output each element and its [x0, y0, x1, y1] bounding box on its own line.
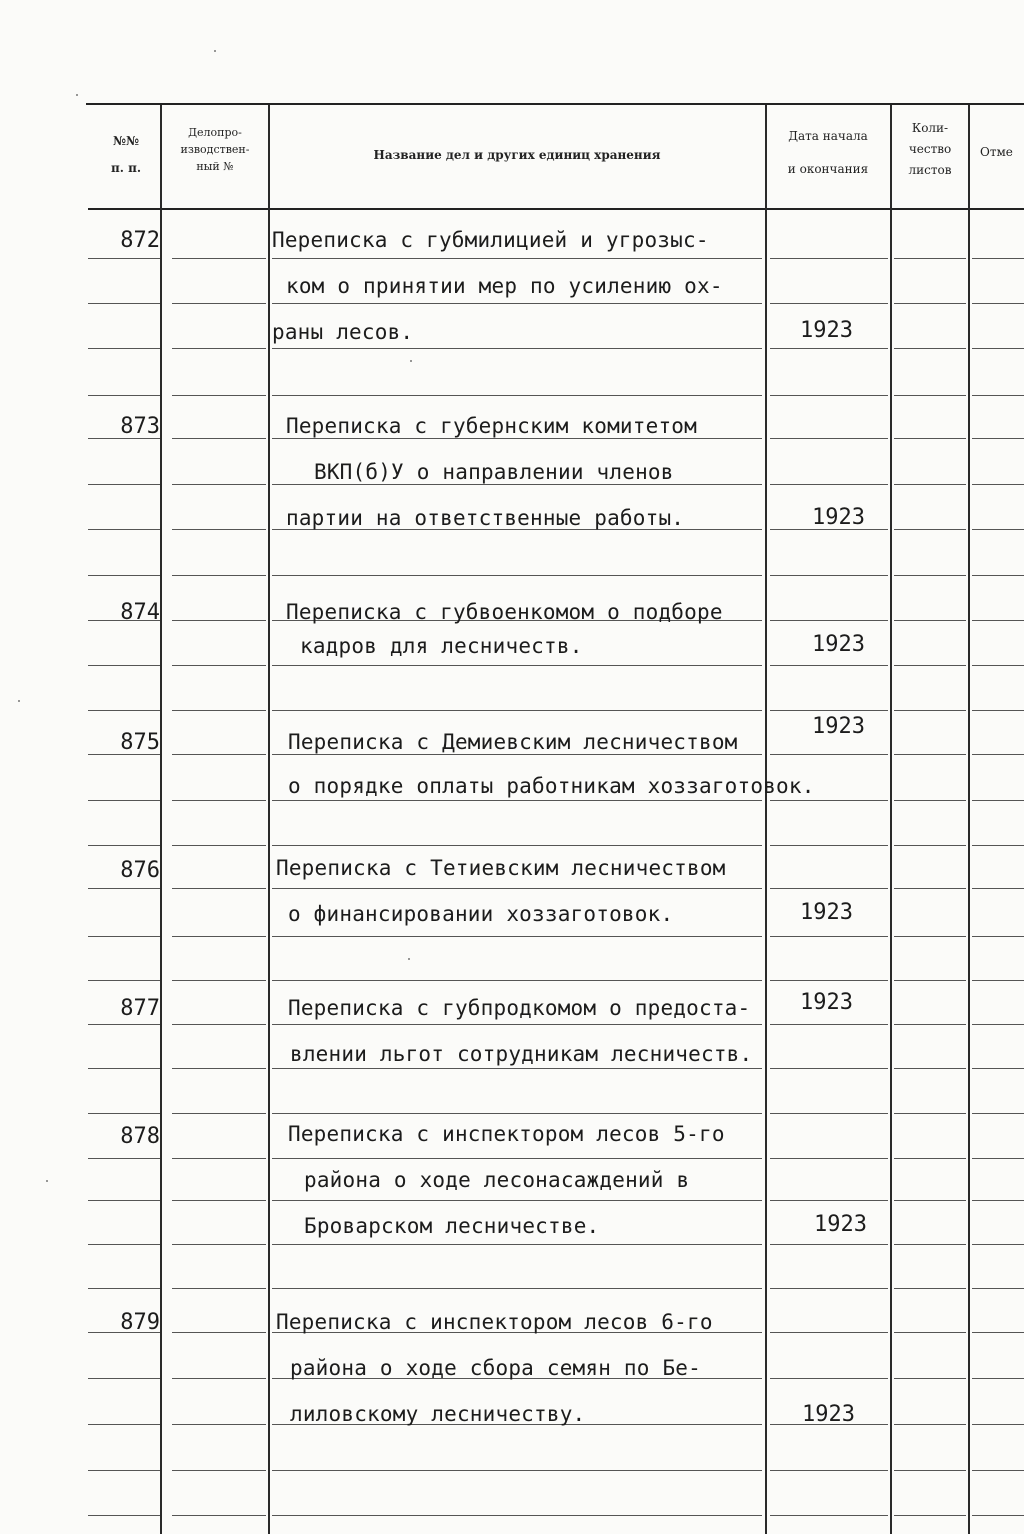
- entry-title-line: района о ходе сбора семян по Бе-: [290, 1356, 701, 1380]
- ruled-line: [272, 665, 762, 666]
- ruled-line: [272, 1158, 762, 1159]
- ruled-line: [770, 710, 888, 711]
- entry-number: 872: [120, 228, 160, 253]
- table-top-border: [86, 103, 1024, 105]
- col-divider-5: [968, 105, 970, 1534]
- ruled-line: [272, 936, 762, 937]
- ruled-line: [770, 1244, 888, 1245]
- header-col-title: Название дел и других единиц хранения: [373, 148, 661, 162]
- col-divider-1: [160, 105, 162, 1534]
- scan-speck: [46, 1180, 48, 1182]
- ruled-line: [88, 348, 160, 349]
- entry-title-line: раны лесов.: [272, 320, 414, 344]
- col-divider-4: [890, 105, 892, 1534]
- ruled-line: [272, 980, 762, 981]
- ruled-line: [172, 395, 266, 396]
- ruled-line: [770, 1288, 888, 1289]
- ruled-line: [972, 1515, 1024, 1516]
- entry-number: 873: [120, 414, 160, 439]
- scan-speck: [214, 50, 216, 52]
- ruled-line: [770, 1470, 888, 1471]
- ruled-line: [88, 258, 160, 259]
- ruled-line: [272, 1068, 762, 1069]
- ruled-line: [88, 1378, 160, 1379]
- ruled-line: [770, 936, 888, 937]
- ruled-line: [894, 845, 966, 846]
- ruled-line: [88, 575, 160, 576]
- entry-title-line: Переписка с Демиевским лесничеством: [288, 730, 738, 754]
- entry-date: 1923: [814, 1212, 867, 1237]
- scan-speck: [408, 958, 410, 960]
- ruled-line: [88, 800, 160, 801]
- ruled-line: [172, 710, 266, 711]
- entry-date: 1923: [800, 318, 853, 343]
- entry-title-line: района о ходе лесонасаждений в: [304, 1168, 690, 1192]
- ruled-line: [172, 1113, 266, 1114]
- ruled-line: [972, 395, 1024, 396]
- ruled-line: [972, 575, 1024, 576]
- ruled-line: [272, 845, 762, 846]
- ruled-line: [770, 1068, 888, 1069]
- ruled-line: [172, 845, 266, 846]
- ruled-line: [88, 484, 160, 485]
- entry-title-line: кадров для лесничеств.: [300, 634, 583, 658]
- header-bottom-border: [88, 208, 1024, 210]
- entry-number: 876: [120, 858, 160, 883]
- ruled-line: [172, 1024, 266, 1025]
- ruled-line: [272, 303, 762, 304]
- ruled-line: [172, 529, 266, 530]
- header-col-dates: Дата начала и окончания: [787, 129, 869, 176]
- ruled-line: [972, 710, 1024, 711]
- ruled-line: [894, 800, 966, 801]
- entry-title-line: Переписка с губпродкомом о предоста-: [288, 996, 751, 1020]
- ruled-line: [972, 845, 1024, 846]
- ruled-line: [172, 665, 266, 666]
- ruled-line: [272, 1515, 762, 1516]
- ruled-line: [894, 1424, 966, 1425]
- ruled-line: [972, 1288, 1024, 1289]
- ruled-line: [770, 1200, 888, 1201]
- entry-title-line: Переписка с Тетиевским лесничеством: [276, 856, 726, 880]
- ruled-line: [172, 980, 266, 981]
- header-col-notes: Отме: [980, 145, 1013, 159]
- ruled-line: [972, 980, 1024, 981]
- ruled-line: [172, 800, 266, 801]
- ruled-line: [894, 1470, 966, 1471]
- entry-title-line: Переписка с губернским комитетом: [286, 414, 697, 438]
- header-col-number: №№ п. п.: [110, 134, 142, 175]
- entry-title-line: Переписка с губмилицией и угрозыс-: [272, 228, 709, 252]
- ruled-line: [272, 1024, 762, 1025]
- ruled-line: [172, 1200, 266, 1201]
- ruled-line: [88, 1424, 160, 1425]
- entry-title-line: влении льгот сотрудникам лесничеств.: [290, 1042, 753, 1066]
- ruled-line: [894, 575, 966, 576]
- entry-date: 1923: [800, 900, 853, 925]
- entry-date: 1923: [812, 505, 865, 530]
- ruled-line: [894, 980, 966, 981]
- ruled-line: [972, 888, 1024, 889]
- ruled-line: [894, 1378, 966, 1379]
- ruled-line: [972, 1024, 1024, 1025]
- ruled-line: [172, 1470, 266, 1471]
- entry-number: 874: [120, 600, 160, 625]
- ruled-line: [172, 1378, 266, 1379]
- ruled-line: [972, 1200, 1024, 1201]
- ruled-line: [770, 888, 888, 889]
- ruled-line: [272, 888, 762, 889]
- ruled-line: [894, 484, 966, 485]
- ruled-line: [972, 1424, 1024, 1425]
- ruled-line: [172, 888, 266, 889]
- ruled-line: [88, 1158, 160, 1159]
- entry-number: 877: [120, 996, 160, 1021]
- ruled-line: [172, 1424, 266, 1425]
- ruled-line: [894, 438, 966, 439]
- ruled-line: [272, 438, 762, 439]
- entry-title-line: о финансировании хоззаготовок.: [288, 902, 674, 926]
- ruled-line: [88, 1024, 160, 1025]
- ruled-line: [972, 1378, 1024, 1379]
- ruled-line: [770, 1378, 888, 1379]
- ruled-line: [894, 754, 966, 755]
- ruled-line: [172, 1332, 266, 1333]
- ruled-line: [88, 1470, 160, 1471]
- ruled-line: [894, 1332, 966, 1333]
- ruled-line: [972, 348, 1024, 349]
- ruled-line: [894, 710, 966, 711]
- ruled-line: [770, 1113, 888, 1114]
- ruled-line: [272, 395, 762, 396]
- ruled-line: [172, 1288, 266, 1289]
- ruled-line: [172, 575, 266, 576]
- ruled-line: [272, 1288, 762, 1289]
- ruled-line: [172, 1158, 266, 1159]
- ruled-line: [770, 754, 888, 755]
- ruled-line: [88, 1113, 160, 1114]
- ruled-line: [972, 665, 1024, 666]
- ruled-line: [172, 1244, 266, 1245]
- col-divider-3: [765, 105, 767, 1534]
- ruled-line: [88, 395, 160, 396]
- ruled-line: [770, 258, 888, 259]
- ruled-line: [770, 1024, 888, 1025]
- ruled-line: [272, 1470, 762, 1471]
- ruled-line: [894, 258, 966, 259]
- entry-title-line: ком о принятии мер по усилению ох-: [286, 274, 723, 298]
- ruled-line: [972, 1332, 1024, 1333]
- ruled-line: [770, 1515, 888, 1516]
- ruled-line: [894, 1200, 966, 1201]
- entry-title-line: Броварском лесничестве.: [304, 1214, 600, 1238]
- ruled-line: [770, 575, 888, 576]
- ruled-line: [894, 1515, 966, 1516]
- ruled-line: [894, 888, 966, 889]
- scan-speck: [410, 360, 412, 362]
- ruled-line: [894, 936, 966, 937]
- ruled-line: [894, 665, 966, 666]
- entry-number: 875: [120, 730, 160, 755]
- ruled-line: [272, 710, 762, 711]
- ruled-line: [894, 395, 966, 396]
- ruled-line: [88, 888, 160, 889]
- ruled-line: [770, 1332, 888, 1333]
- ruled-line: [770, 438, 888, 439]
- entry-title-line: Переписка с инспектором лесов 6-го: [276, 1310, 713, 1334]
- ruled-line: [894, 1024, 966, 1025]
- ruled-line: [770, 348, 888, 349]
- ruled-line: [972, 800, 1024, 801]
- ruled-line: [972, 529, 1024, 530]
- ruled-line: [972, 936, 1024, 937]
- ruled-line: [770, 980, 888, 981]
- ruled-line: [894, 1244, 966, 1245]
- ruled-line: [272, 1113, 762, 1114]
- ruled-line: [770, 845, 888, 846]
- ruled-line: [770, 620, 888, 621]
- ruled-line: [894, 1068, 966, 1069]
- ruled-line: [272, 575, 762, 576]
- ruled-line: [172, 484, 266, 485]
- col-divider-2: [268, 105, 270, 1534]
- ruled-line: [972, 438, 1024, 439]
- ruled-line: [972, 754, 1024, 755]
- ruled-line: [894, 529, 966, 530]
- entry-date: 1923: [812, 714, 865, 739]
- ruled-line: [272, 1244, 762, 1245]
- ruled-line: [272, 800, 762, 801]
- ruled-line: [894, 620, 966, 621]
- ruled-line: [894, 348, 966, 349]
- scan-speck: [76, 94, 78, 96]
- ruled-line: [88, 1068, 160, 1069]
- entry-title-line: партии на ответственные работы.: [286, 506, 685, 530]
- ruled-line: [172, 348, 266, 349]
- ruled-line: [972, 620, 1024, 621]
- ruled-line: [172, 438, 266, 439]
- ruled-line: [88, 710, 160, 711]
- entry-date: 1923: [812, 632, 865, 657]
- ruled-line: [272, 1200, 762, 1201]
- ruled-line: [272, 258, 762, 259]
- ruled-line: [88, 1288, 160, 1289]
- ruled-line: [972, 484, 1024, 485]
- entry-number: 879: [120, 1310, 160, 1335]
- header-col-sheets: Коли- чество листов: [908, 121, 952, 177]
- ruled-line: [88, 845, 160, 846]
- ruled-line: [88, 1200, 160, 1201]
- entry-date: 1923: [802, 1402, 855, 1427]
- ruled-line: [272, 484, 762, 485]
- ruled-line: [770, 395, 888, 396]
- ruled-line: [88, 529, 160, 530]
- ruled-line: [770, 303, 888, 304]
- header-col-office-number: Делопро- изводствен- ный №: [180, 126, 250, 173]
- ruled-line: [972, 1470, 1024, 1471]
- ruled-line: [972, 303, 1024, 304]
- ruled-line: [88, 665, 160, 666]
- ruled-line: [972, 1068, 1024, 1069]
- ruled-line: [770, 800, 888, 801]
- ruled-line: [172, 754, 266, 755]
- ruled-line: [172, 1068, 266, 1069]
- ruled-line: [88, 1244, 160, 1245]
- ruled-line: [272, 754, 762, 755]
- ruled-line: [88, 936, 160, 937]
- ruled-line: [88, 303, 160, 304]
- entry-title-line: Переписка с инспектором лесов 5-го: [288, 1122, 725, 1146]
- ruled-line: [172, 936, 266, 937]
- ruled-line: [172, 258, 266, 259]
- ruled-line: [972, 258, 1024, 259]
- scan-speck: [18, 700, 20, 702]
- ruled-line: [88, 980, 160, 981]
- ruled-line: [172, 1515, 266, 1516]
- ruled-line: [972, 1158, 1024, 1159]
- entry-number: 878: [120, 1124, 160, 1149]
- ruled-line: [770, 665, 888, 666]
- entry-title-line: о порядке оплаты работникам хоззаготовок.: [288, 774, 815, 798]
- ruled-line: [770, 1158, 888, 1159]
- entry-date: 1923: [800, 990, 853, 1015]
- entry-title-line: лиловскому лесничеству.: [290, 1402, 586, 1426]
- ruled-line: [770, 484, 888, 485]
- ruled-line: [272, 348, 762, 349]
- ruled-line: [894, 1113, 966, 1114]
- ruled-line: [172, 303, 266, 304]
- ruled-line: [88, 1515, 160, 1516]
- entry-title-line: Переписка с губвоенкомом о подборе: [286, 600, 723, 624]
- ruled-line: [972, 1244, 1024, 1245]
- ruled-line: [894, 303, 966, 304]
- ruled-line: [972, 1113, 1024, 1114]
- entry-title-line: ВКП(б)У о направлении членов: [314, 460, 674, 484]
- ruled-line: [172, 620, 266, 621]
- ruled-line: [894, 1288, 966, 1289]
- ruled-line: [894, 1158, 966, 1159]
